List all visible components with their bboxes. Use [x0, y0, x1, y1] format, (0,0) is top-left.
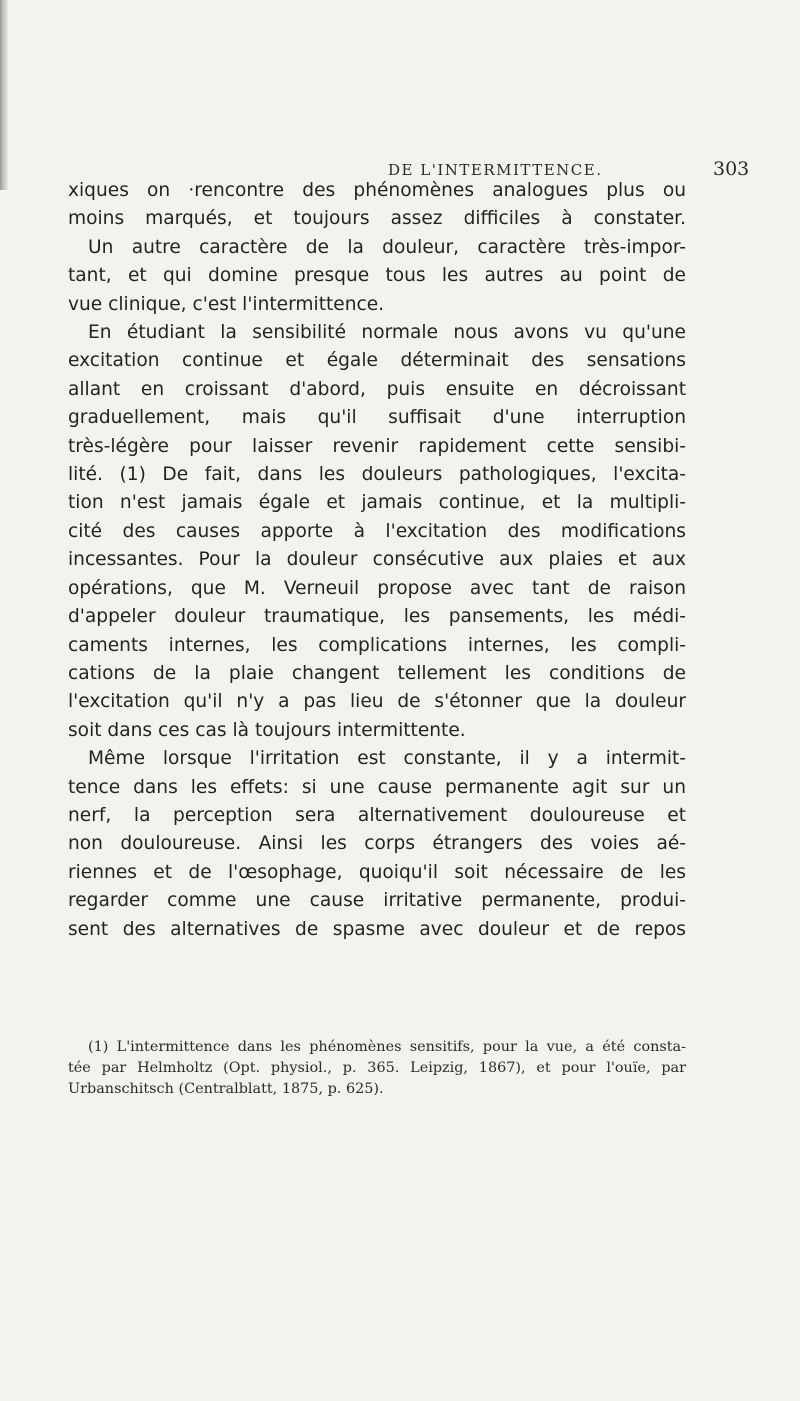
text-line: nerf, la perception sera alternativement douloureuse et	[68, 804, 686, 826]
text-line: vue clinique, c'est l'intermittence.	[68, 293, 385, 315]
text-line: tence dans les effets: si une cause permanente agit sur un	[68, 776, 686, 798]
text-line: opérations, que M. Verneuil propose avec tant de raison	[68, 577, 686, 599]
text-line: cations de la plaie changent tellement les conditions de	[68, 662, 686, 684]
text-line: d'appeler douleur traumatique, les pansements, les médi-	[68, 606, 686, 628]
footnote	[68, 1037, 686, 1100]
text-line: cité des causes apporte à l'excitation des modifications	[68, 520, 686, 542]
text-line: moins marqués, et toujours assez difficiles à constater.	[68, 208, 686, 230]
text-line: tant, et qui domine presque tous les autres au point de	[68, 265, 686, 287]
text-line: tion n'est jamais égale et jamais continue, et la multipli-	[68, 492, 686, 514]
running-head: DE L'INTERMITTENCE.	[388, 161, 603, 179]
text-line: non douloureuse. Ainsi les corps étrangers des voies aé-	[68, 833, 686, 855]
footnote-line: (1) L'intermittence dans les phénomènes sensitifs, pour la vue, a été consta-	[88, 1039, 686, 1055]
text-line: regarder comme une cause irritative permanente, produi-	[68, 890, 686, 912]
text-line: caments internes, les complications internes, les compli-	[68, 634, 686, 656]
text-line: lité. (1) De fait, dans les douleurs pathologiques, l'excita-	[68, 464, 686, 486]
text-line: l'excitation qu'il n'y a pas lieu de s'étonner que la douleur	[68, 691, 686, 713]
text-line: Même lorsque l'irritation est constante, il y a intermit-	[88, 748, 686, 770]
text-line: Un autre caractère de la douleur, caractère très-impor-	[88, 236, 686, 258]
page-edge-shadow	[0, 0, 8, 190]
footnote-line: Urbanschitsch (Centralblatt, 1875, p. 625).	[68, 1081, 384, 1097]
text-line: graduellement, mais qu'il suffisait d'une interruption	[68, 407, 686, 429]
text-line: xiques on ·rencontre des phénomènes analogues plus ou	[68, 180, 686, 201]
text-line: excitation continue et égale déterminait des sensations	[68, 350, 686, 372]
page-number: 303	[713, 158, 750, 180]
text-line: incessantes. Pour la douleur consécutive aux plaies et aux	[68, 549, 686, 571]
text-line: allant en croissant d'abord, puis ensuite en décroissant	[68, 378, 686, 400]
body-text	[68, 177, 686, 944]
text-line: En étudiant la sensibilité normale nous avons vu qu'une	[88, 322, 686, 344]
text-line: très-légère pour laisser revenir rapidement cette sensibi-	[68, 435, 686, 457]
footnote-line: tée par Helmholtz (Opt. physiol., p. 365. Leipzig, 1867), et pour l'ouïe, par	[68, 1060, 686, 1076]
text-line: riennes et de l'œsophage, quoiqu'il soit nécessaire de les	[68, 861, 686, 883]
text-line: soit dans ces cas là toujours intermittente.	[68, 719, 466, 741]
text-line: sent des alternatives de spasme avec douleur et de repos	[68, 918, 686, 940]
